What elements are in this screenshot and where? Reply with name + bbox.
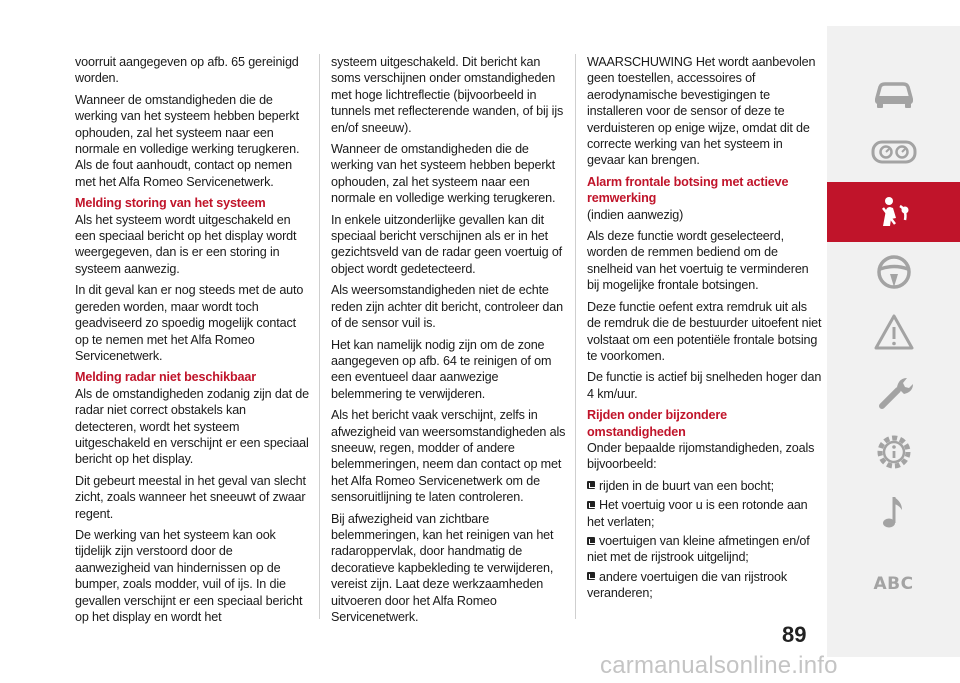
text-column-2 [331,54,566,630]
tab-technical-data[interactable] [827,422,960,482]
paragraph: systeem uitgeschakeld. Dit bericht kan soms verschijnen onder omstandigheden met hoge lichtreflectie (bijvoorbeeld in tunnels met reflecterende wanden, of bij ijs en/of sneeuw). [331,55,564,135]
column-divider [575,54,576,619]
paragraph: Het kan namelijk nodig zijn om de zone aangegeven op afb. 64 te reinigen of om een eventueel daar aanwezige belemmering te verwijderen. [331,337,552,401]
paragraph: Deze functie oefent extra remdruk uit als de remdruk die de bestuurder uitoefent niet volstaat om een potentiële frontale botsing te voorkomen. [587,299,822,363]
warning-paragraph: WAARSCHUWING Het wordt aanbevolen geen toestellen, accessoires of aerodynamische bevestigingen te installeren voor de sensor of deze te verduisteren op enige wijze, omdat dit de correcte werking van het systeem in gevaar kan brengen. [587,55,816,168]
paragraph: (indien aanwezig) [587,207,684,222]
paragraph: Wanneer de omstandigheden die de werking van het systeem hebben beperkt ophouden, zal het systeem naar een normale en volledige werking terugkeren. [331,142,556,206]
wrench-icon [869,372,919,412]
paragraph: Als de omstandigheden zodanig zijn dat de radar niet correct obstakels kan detecteren, wordt het systeem uitgeschakeld en verschijnt er een speciaal bericht op het display. [75,386,309,467]
paragraph: Dit gebeurt meestal in het geval van slecht zicht, zoals wanneer het sneeuwt of zwaar regent. [75,473,306,521]
section-heading: Rijden onder bijzondere omstandigheden [587,408,727,439]
list-item: Het voertuig voor u is een rotonde aan het verlaten; [587,498,808,529]
checkbox-bullet-icon [587,537,595,545]
paragraph: In dit geval kan er nog steeds met de auto gereden worden, maar wordt toch geadviseerd zo spoedig mogelijk contact op te nemen met het Alfa Romeo Servicenetwerk. [75,283,304,363]
tab-index[interactable] [827,554,960,614]
tab-car[interactable] [827,62,960,122]
tab-multimedia[interactable] [827,482,960,542]
section-heading: Melding storing van het systeem [75,196,266,211]
paragraph: Bij afwezigheid van zichtbare belemmeringen, kan het reinigen van het radaroppervlak, door handmatig de decoratieve kapbekleding te verwijderen, vereist zijn. Laat deze werkzaamheden uitvoeren door het Alfa Romeo Servicenetwerk. [331,511,554,624]
checkbox-bullet-icon [587,481,595,489]
paragraph: voorruit aangegeven op afb. 65 gereinigd worden. [75,55,299,86]
watermark: carmanualsonline.info [600,652,838,679]
tab-dashboard[interactable] [827,122,960,182]
checkbox-bullet-icon [587,572,595,580]
section-heading: Melding radar niet beschikbaar [75,370,256,385]
column-divider [319,54,320,619]
paragraph: Onder bepaalde rijomstandigheden, zoals bijvoorbeeld: [587,440,815,472]
paragraph: De werking van het systeem kan ook tijdelijk zijn verstoord door de aanwezigheid van hindernissen op de bumper, zoals modder, vuil of ijs. In die gevallen verschijnt er een speciaal bericht op het display en wordt het [75,527,303,624]
seatbelt-airbag-icon [869,192,919,232]
text-column-1 [75,54,310,630]
paragraph: Als deze functie wordt geselecteerd, worden de remmen bediend om de snelheid van het voertuig te verminderen bij mogelijke frontale botsingen. [587,229,809,293]
text-column-3 [587,54,822,605]
page-number: 89 [782,622,807,647]
dashboard-gauges-icon [869,132,919,172]
technical-data-gear-icon [869,432,919,472]
list-item: voertuigen van kleine afmetingen en/of niet met de rijstrook uitgelijnd; [587,533,810,565]
music-note-icon [869,492,919,532]
paragraph: Als weersomstandigheden niet de echte reden zijn achter dit bericht, controleer dan of de sensor vuil is. [331,283,563,331]
list-item: rijden in de buurt van een bocht; [587,478,822,494]
alphabetical-index-icon: ABC [873,574,914,594]
section-heading: Alarm frontale botsing met actieve remwerking [587,174,789,206]
tab-emergency[interactable] [827,302,960,362]
checkbox-bullet-icon [587,501,595,509]
paragraph: Wanneer de omstandigheden die de werking van het systeem hebben beperkt ophouden, zal het systeem naar een normale en volledige werking terugkeren. Als de fout aanhoudt, contact op nemen met het Alfa Romeo Servicenetwerk. [75,92,300,189]
car-icon [869,72,919,112]
steering-wheel-icon [869,252,919,292]
list-item: andere voertuigen die van rijstrook veranderen; [587,569,787,601]
warning-triangle-icon [869,312,919,352]
paragraph: Als het bericht vaak verschijnt, zelfs in afwezigheid van weersomstandigheden als sneeuw, regen, modder of andere belemmeringen, neem dan contact op met het Alfa Romeo Servicenetwerk om de sensoruitlijning te laten controleren. [331,408,566,505]
paragraph: In enkele uitzonderlijke gevallen kan dit speciaal bericht verschijnen als er in het gezichtsveld van de radar geen voertuig of object wordt gedetecteerd. [331,212,563,276]
chapter-sidebar [827,26,960,657]
paragraph: De functie is actief bij snelheden hoger dan 4 km/uur. [587,370,822,401]
paragraph: Als het systeem wordt uitgeschakeld en een speciaal bericht op het display wordt weergegeven, dan is er een storing in systeem aanwezig. [75,212,297,276]
tab-maintenance[interactable] [827,362,960,422]
tab-safety[interactable] [827,182,960,242]
tab-driving[interactable] [827,242,960,302]
